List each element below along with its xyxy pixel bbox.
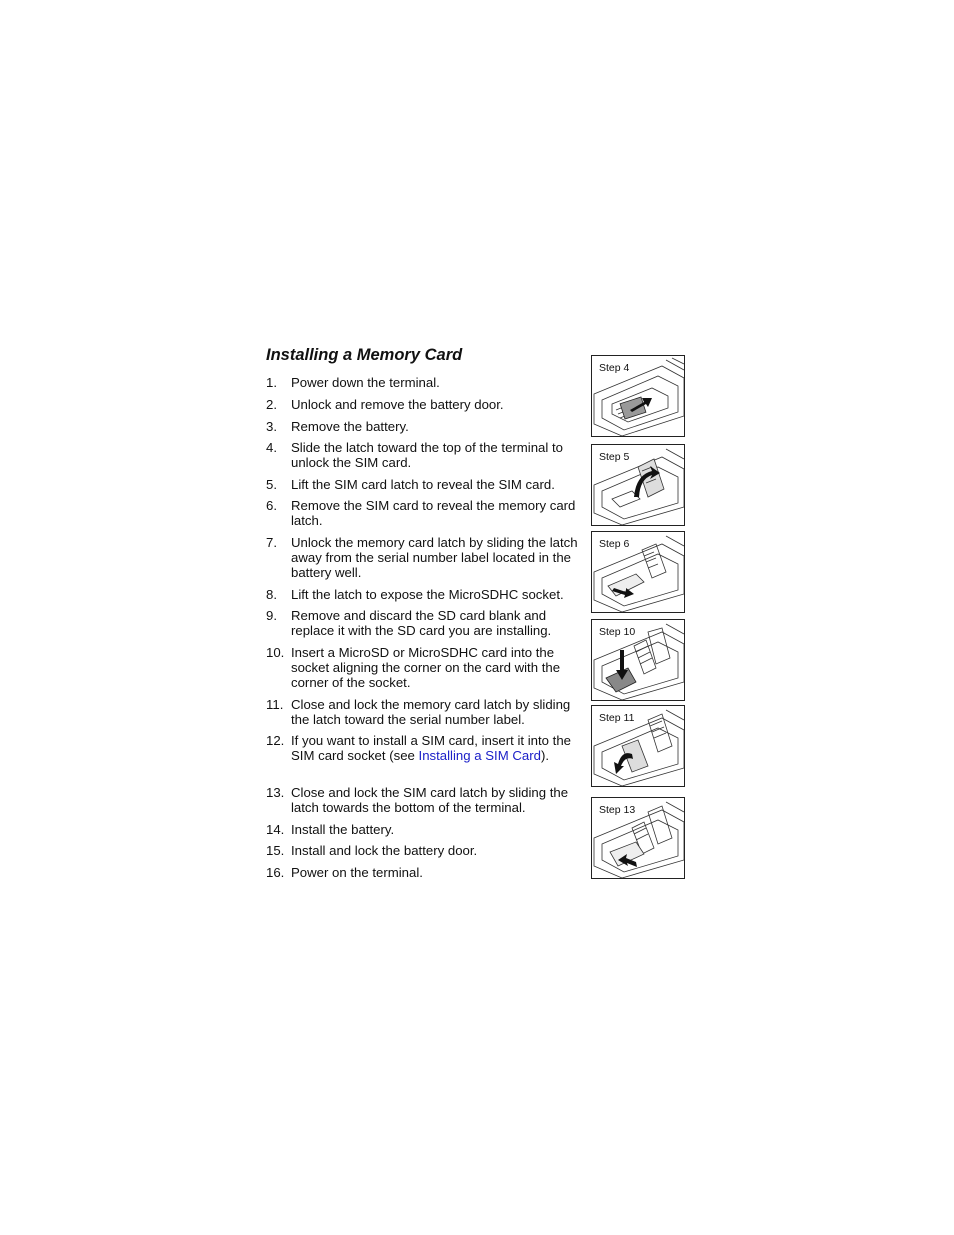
figure-label: Step 6 xyxy=(599,538,630,550)
step-text: Remove the SIM card to reveal the memory card latch. xyxy=(291,498,576,528)
step-text-after: ). xyxy=(540,748,549,763)
step-text xyxy=(291,733,583,763)
step-text: Remove the battery. xyxy=(291,419,409,434)
step-number: 8. xyxy=(266,587,277,602)
step-text: Install and lock the battery door. xyxy=(291,843,478,858)
step-number: 6. xyxy=(266,498,277,513)
step-text: Insert a MicroSD or MicroSDHC card into the socket aligning the corner on the card with the corner of the socket. xyxy=(291,645,561,690)
step-text: Lift the latch to expose the MicroSDHC socket. xyxy=(291,587,564,602)
step-number: 16. xyxy=(266,865,285,880)
step-number: 2. xyxy=(266,397,277,412)
step-number: 5. xyxy=(266,477,277,492)
step-text: Lift the SIM card latch to reveal the SIM card. xyxy=(291,477,555,492)
step-number: 15. xyxy=(266,843,285,858)
step-number: 11. xyxy=(266,697,284,712)
step-text: Close and lock the memory card latch by sliding the latch toward the serial number label. xyxy=(291,697,571,727)
figure-label: Step 11 xyxy=(599,712,635,724)
step-text: Power down the terminal. xyxy=(291,375,440,390)
figure-label: Step 5 xyxy=(599,451,630,463)
step-number: 10. xyxy=(266,645,285,660)
step-figures xyxy=(591,355,687,881)
step-number: 4. xyxy=(266,440,277,455)
step-number: 7. xyxy=(266,535,277,550)
figure-step-5 xyxy=(591,444,685,526)
step-number: 12. xyxy=(266,733,285,748)
figure-label: Step 4 xyxy=(599,362,630,374)
step-text: Slide the latch toward the top of the terminal to unlock the SIM card. xyxy=(291,440,563,470)
step-number: 1. xyxy=(266,375,277,390)
figure-step-13 xyxy=(591,797,685,879)
step-text: Install the battery. xyxy=(291,822,395,837)
figure-label: Step 10 xyxy=(599,626,636,638)
figure-label: Step 13 xyxy=(599,804,636,816)
step-text: Remove and discard the SD card blank and replace it with the SD card you are installing. xyxy=(291,608,552,638)
figure-step-10 xyxy=(591,619,685,701)
step-text: Power on the terminal. xyxy=(291,865,423,880)
step-number: 9. xyxy=(266,608,277,623)
step-number: 14. xyxy=(266,822,285,837)
installing-sim-card-link[interactable]: Installing a SIM Card xyxy=(418,748,541,763)
figure-step-4 xyxy=(591,355,685,437)
step-text: Unlock the memory card latch by sliding the latch away from the serial number label located in the battery well. xyxy=(291,535,578,580)
section-heading: Installing a Memory Card xyxy=(266,346,463,364)
step-number: 3. xyxy=(266,419,277,434)
step-number: 13. xyxy=(266,785,285,800)
step-text: Unlock and remove the battery door. xyxy=(291,397,504,412)
step-text-before: If you want to install a SIM card, insert it into the SIM card socket (see xyxy=(291,733,571,763)
figure-step-6 xyxy=(591,531,685,613)
figure-step-11 xyxy=(591,705,685,787)
step-text: Close and lock the SIM card latch by sliding the latch towards the bottom of the terminal. xyxy=(291,785,569,815)
